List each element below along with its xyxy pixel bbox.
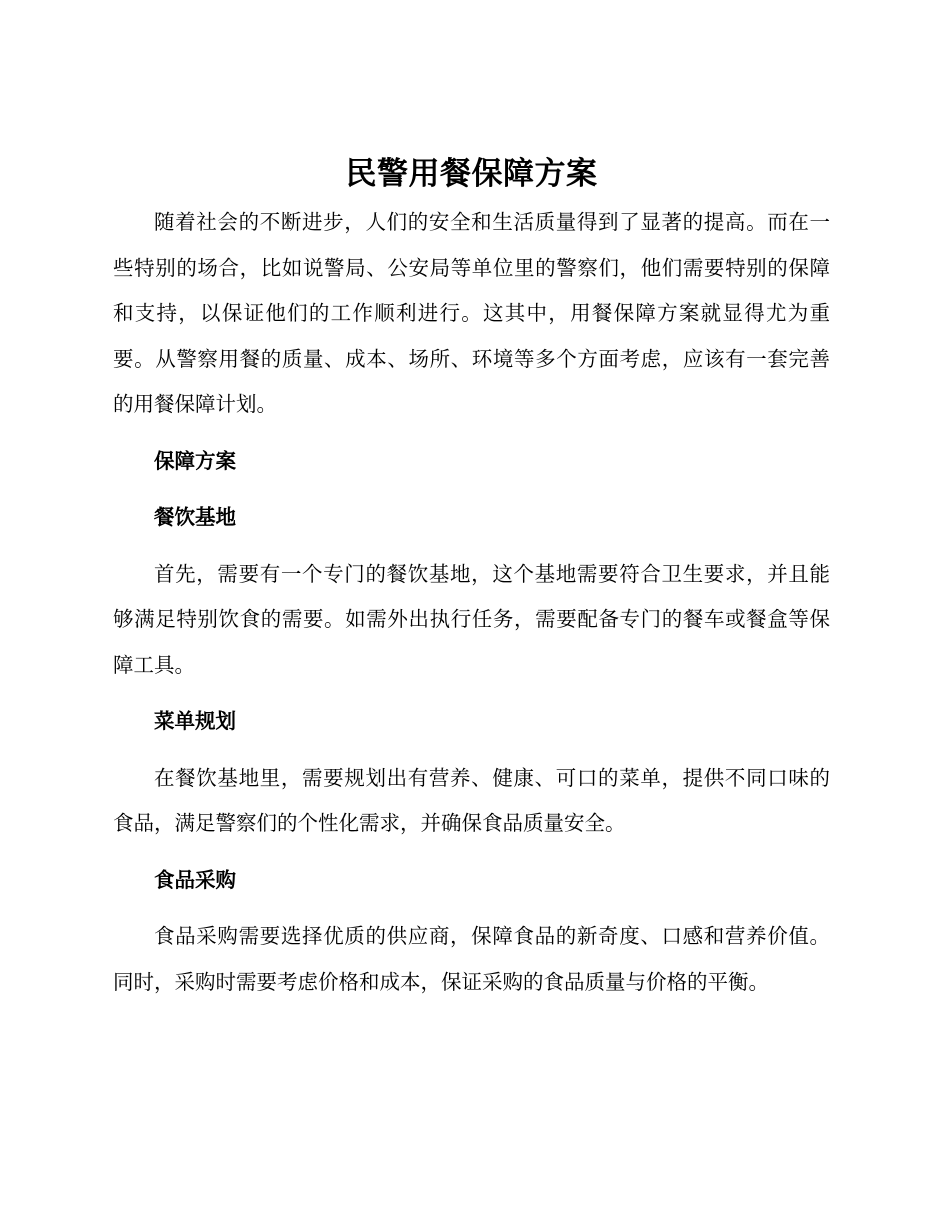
subsection-body-menu-planning: 在餐饮基地里，需要规划出有营养、健康、可口的菜单，提供不同口味的食品，满足警察们的个性化需求，并确保食品质量安全。 (113, 765, 830, 835)
subsection-body-dining-base: 首先，需要有一个专门的餐饮基地，这个基地需要符合卫生要求，并且能够满足特别饮食的需要。如需外出执行任务，需要配备专门的餐车或餐盒等保障工具。 (113, 561, 830, 677)
subsection-heading-menu-planning: 菜单规划 (154, 709, 236, 733)
subsection-heading-dining-base: 餐饮基地 (154, 505, 236, 529)
document-title: 民警用餐保障方案 (345, 156, 598, 192)
subsection-heading-food-procurement: 食品采购 (154, 867, 236, 892)
intro-paragraph: 随着社会的不断进步，人们的安全和生活质量得到了显著的提高。而在一些特别的场合，比如说警局、公安局等单位里的警察们，他们需要特别的保障和支持，以保证他们的工作顺利进行。这其中，用餐保障方案就显得尤为重要。从警察用餐的质量、成本、场所、环境等多个方面考虑，应该有一套完善的用餐保障计划。 (113, 210, 830, 416)
document-page (113, 148, 830, 1005)
section-heading-plan: 保障方案 (154, 448, 236, 473)
subsection-body-food-procurement: 食品采购需要选择优质的供应商，保障食品的新奇度、口感和营养价值。同时，采购时需要考虑价格和成本，保证采购的食品质量与价格的平衡。 (113, 924, 830, 994)
